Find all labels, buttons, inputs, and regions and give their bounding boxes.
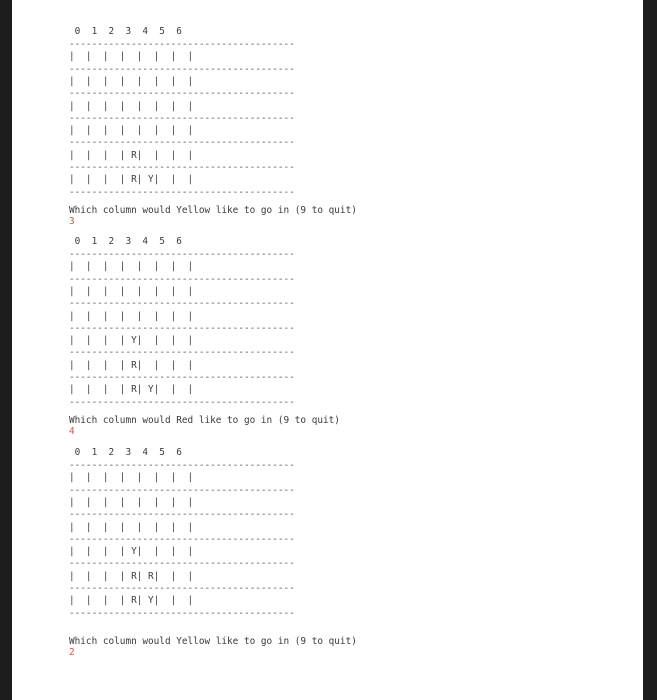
- board-row: | | | | Y| | | |: [69, 546, 194, 558]
- board-separator: ----------------------------------------: [69, 63, 295, 75]
- board-separator: ----------------------------------------: [69, 39, 295, 50]
- board-separator: ----------------------------------------: [69, 533, 295, 545]
- board-separator: ----------------------------------------: [69, 322, 295, 334]
- board-separator: ----------------------------------------: [69, 137, 295, 149]
- board-separator: ----------------------------------------: [69, 298, 295, 310]
- board-row: | | | | | | | |: [69, 261, 194, 273]
- board-row: | | | | R| Y| | |: [69, 174, 194, 186]
- board-separator: ----------------------------------------: [69, 162, 295, 173]
- board-separator: ----------------------------------------: [69, 583, 295, 594]
- board-separator: ----------------------------------------: [69, 372, 295, 383]
- input-prompt: Which column would Yellow like to go in (9 to quit): [69, 636, 357, 647]
- board-row: | | | | R| Y| | |: [69, 595, 194, 607]
- board-row: | | | | R| R| | |: [69, 570, 194, 582]
- user-input-value: 3: [69, 215, 75, 227]
- input-prompt: Which column would Yellow like to go in (9 to quit): [69, 204, 357, 216]
- user-input-value: 2: [69, 647, 75, 658]
- board-column-header: 0 1 2 3 4 5 6: [69, 236, 182, 247]
- board-row: | | | | Y| | | |: [69, 335, 194, 347]
- board-row: | | | | | | | |: [69, 51, 194, 63]
- board-separator: ----------------------------------------: [69, 396, 295, 408]
- board-separator: ----------------------------------------: [69, 509, 295, 521]
- board-row: | | | | | | | |: [69, 100, 194, 112]
- board-row: | | | | | | | |: [69, 310, 194, 322]
- board-row: | | | | R| | | |: [69, 149, 194, 161]
- board-row: | | | | R| | | |: [69, 359, 194, 371]
- board-column-header: 0 1 2 3 4 5 6: [69, 447, 182, 458]
- user-input-value: 4: [69, 425, 75, 437]
- board-separator: ----------------------------------------: [69, 460, 295, 471]
- board-separator: ----------------------------------------: [69, 273, 295, 285]
- board-separator: ----------------------------------------: [69, 484, 295, 496]
- board-separator: ----------------------------------------: [69, 88, 295, 100]
- board-row: | | | | | | | |: [69, 285, 194, 297]
- board-column-header: 0 1 2 3 4 5 6: [69, 26, 182, 37]
- board-separator: ----------------------------------------: [69, 249, 295, 260]
- console-output: [12, 0, 643, 700]
- board-separator: ----------------------------------------: [69, 347, 295, 359]
- board-separator: ----------------------------------------: [69, 607, 295, 619]
- board-separator: ----------------------------------------: [69, 186, 295, 198]
- input-prompt: Which column would Red like to go in (9 to quit): [69, 414, 340, 426]
- board-separator: ----------------------------------------: [69, 112, 295, 124]
- board-row: | | | | | | | |: [69, 472, 194, 484]
- board-row: | | | | | | | |: [69, 125, 194, 137]
- board-row: | | | | | | | |: [69, 496, 194, 508]
- board-row: | | | | | | | |: [69, 521, 194, 533]
- board-row: | | | | | | | |: [69, 75, 194, 87]
- board-row: | | | | R| Y| | |: [69, 384, 194, 396]
- board-separator: ----------------------------------------: [69, 558, 295, 570]
